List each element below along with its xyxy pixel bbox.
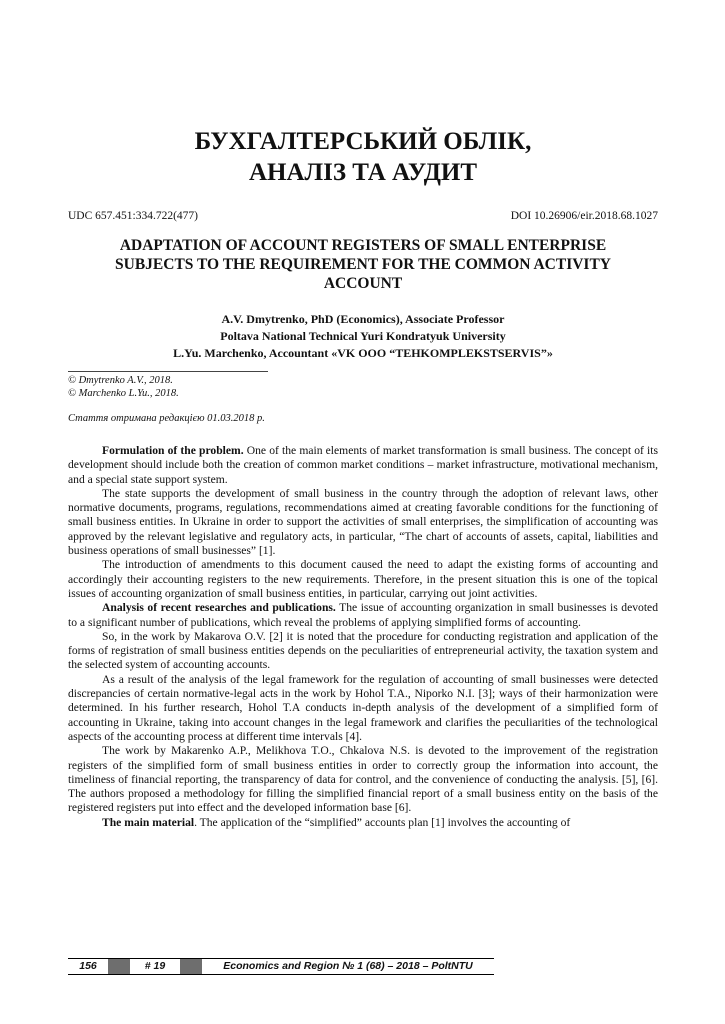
paragraph-text: The work by Makarenko A.P., Melikhova T.O., Chkalova N.S. is devoted to the improvement of the registration registers of the simplified form of small business entities in order to correctly group the information into account, the timeliness of financial reporting, the transparency of data for control, and the convenience of conducting the analysis. [5], [6]. The authors proposed a methodology for filling the simplified financial report of a small business entity on the basis of the registered registers put into effect and the developed information base [6]. — [68, 744, 658, 815]
article-title-line: ACCOUNT — [323, 275, 403, 292]
section-title — [68, 126, 658, 188]
paragraph — [68, 744, 658, 815]
received-date: Стаття отримана редакцією 01.03.2018 р. — [68, 413, 265, 424]
paragraph-text: The introduction of amendments to this document caused the need to adapt the existing forms of accounting and accordingly their accounting registers to the new requirements. Therefore, in the present situation this is one of the topical issues of accounting organization of small business entities, in particular, carrying out joint activities. — [68, 558, 658, 600]
page-number: 156 — [79, 960, 97, 972]
article-title-line: SUBJECTS TO THE REQUIREMENT FOR THE COMMON ACTIVITY — [115, 256, 611, 273]
paragraph — [68, 673, 658, 744]
paragraph-lead: Analysis of recent researches and publications. — [102, 601, 336, 615]
paragraph-text: As a result of the analysis of the legal framework for the regulation of accounting of small businesses were detected discrepancies of certain normative-legal acts in the work by Hohol T.A., Niporko N.I. [3]; ways of their harmonization were determined. In his further research, Hohol T.A conducts in-depth analysis of the development of a simplified form of accounting in Ukraine, taking into account changes in the legal framework and clarifies the peculiarities of the technological aspects of the accounting process at different time intervals [4]. — [68, 672, 658, 743]
affiliation-line: Poltava National Technical Yuri Kondratyuk University — [220, 329, 506, 343]
paragraph-lead: The main material — [102, 815, 195, 829]
journal-name: Economics and Region № 1 (68) – 2018 – PoltNTU — [223, 960, 473, 972]
copyright-line: © Marchenko L.Yu., 2018. — [68, 387, 179, 399]
article-page — [68, 0, 658, 1024]
author-line: L.Yu. Marchenko, Accountant «VK OOO “TEHKOMPLEKSTSERVIS”» — [173, 346, 553, 360]
authors-block — [68, 311, 658, 362]
footer-separator — [180, 959, 202, 974]
author-line: A.V. Dmytrenko, PhD (Economics), Associate Professor — [221, 312, 505, 326]
copyright-line: © Dmytrenko A.V., 2018. — [68, 375, 173, 386]
paragraph-text: One of the main elements of market transformation is small business. The concept of its development should include both the creation of common market conditions – market infrastructure, motivational mechanism, and a special state support system. — [68, 444, 658, 486]
copyright-notes — [68, 371, 268, 400]
paragraph-text: The issue of accounting organization in small businesses is devoted to a significant number of publications, which reveal the problems of applying simplified forms of accounting. — [68, 601, 658, 629]
paragraph-text: . The application of the “simplified” accounts plan [1] involves the accounting of — [194, 815, 571, 829]
section-title-line: АНАЛІЗ ТА АУДИТ — [248, 159, 478, 186]
article-body — [68, 444, 658, 830]
page-footer — [68, 958, 494, 975]
article-title — [68, 236, 658, 293]
paragraph — [68, 444, 658, 487]
doi-code: DOI 10.26906/eir.2018.68.1027 — [510, 210, 658, 222]
paragraph — [68, 630, 658, 673]
paragraph-text: So, in the work by Makarova O.V. [2] it is noted that the procedure for conducting registration and application of the forms of registration of small business entities depends on the peculiarities of entrepreneurial activity, the taxation system and the selected system of accounting accounts. — [68, 629, 658, 672]
paragraph-lead: Formulation of the problem. — [102, 444, 244, 457]
paragraph — [68, 816, 658, 830]
udc-code: UDC 657.451:334.722(477) — [68, 210, 199, 222]
article-title-line: ADAPTATION OF ACCOUNT REGISTERS OF SMALL ENTERPRISE — [119, 237, 607, 254]
paragraph — [68, 558, 658, 601]
paragraph-text: The state supports the development of small business in the country through the adoption of relevant laws, other normative documents, programs, regulations, recommendations aimed at creating favorable conditions for the functioning of small business entities. In Ukraine in order to support the activities of small enterprises, the simplification of accounting was approved by the relevant legislative and regulatory acts, in particular, “The chart of accounts of assets, capital, liabilities and business operations of small businesses” [1]. — [68, 486, 658, 558]
paragraph — [68, 487, 658, 558]
issue-number: # 19 — [144, 960, 166, 972]
footer-separator — [108, 959, 130, 974]
paragraph — [68, 601, 658, 630]
section-title-line: БУХГАЛТЕРСЬКИЙ ОБЛІК, — [194, 128, 532, 155]
